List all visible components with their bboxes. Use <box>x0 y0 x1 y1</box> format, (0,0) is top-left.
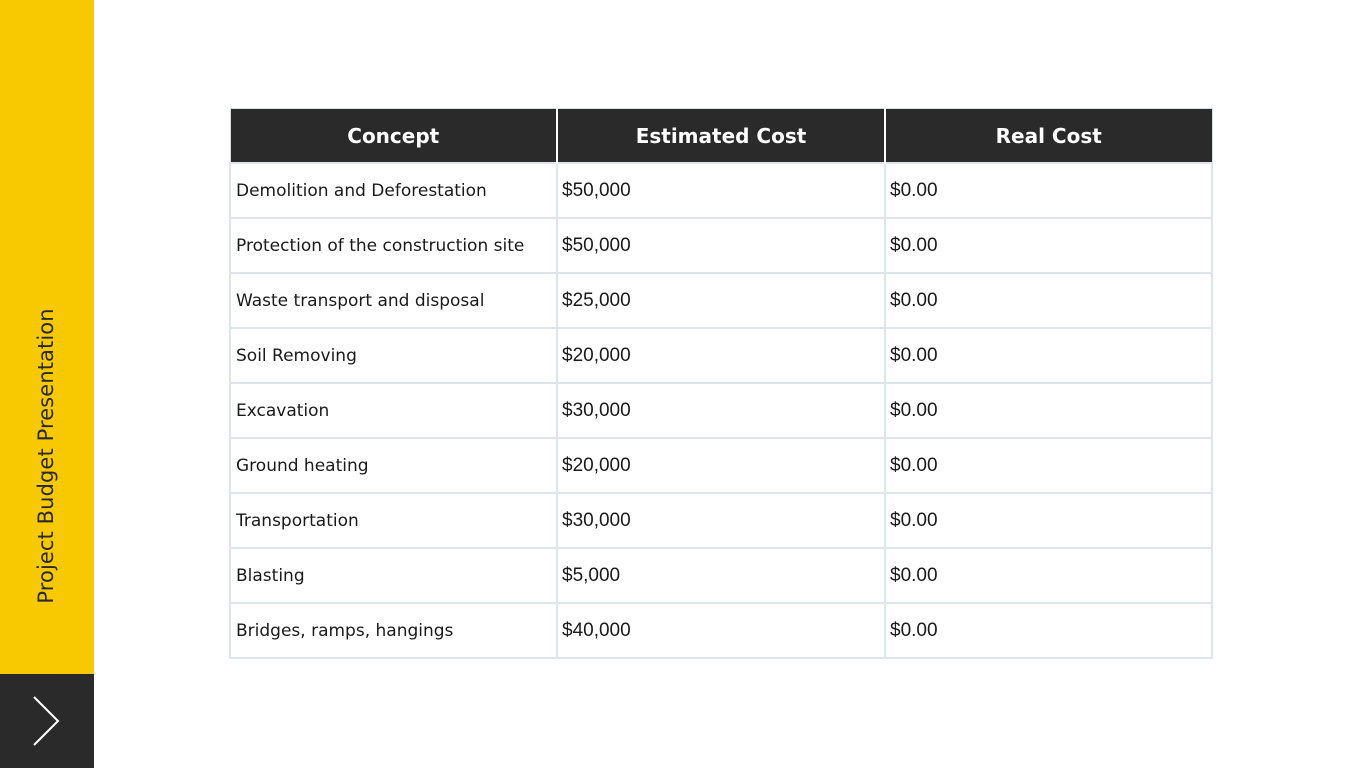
header-estimated-cost: Estimated Cost <box>557 109 885 164</box>
table-header-row <box>230 109 1212 164</box>
table-row <box>230 438 1212 493</box>
table-row <box>230 328 1212 383</box>
table-row <box>230 603 1212 658</box>
estimated-cost-cell: $20,000 <box>557 328 885 383</box>
concept-cell: Protection of the construction site <box>230 218 557 273</box>
concept-cell: Soil Removing <box>230 328 557 383</box>
concept-cell: Waste transport and disposal <box>230 273 557 328</box>
estimated-cost-cell: $30,000 <box>557 383 885 438</box>
real-cost-cell: $0.00 <box>885 218 1212 273</box>
table-row <box>230 163 1212 218</box>
real-cost-cell: $0.00 <box>885 438 1212 493</box>
concept-cell: Excavation <box>230 383 557 438</box>
next-slide-button[interactable] <box>0 674 94 768</box>
header-concept: Concept <box>230 109 557 164</box>
real-cost-cell: $0.00 <box>885 493 1212 548</box>
estimated-cost-cell: $50,000 <box>557 163 885 218</box>
estimated-cost-cell: $25,000 <box>557 273 885 328</box>
chevron-right-icon <box>28 694 64 748</box>
estimated-cost-cell: $20,000 <box>557 438 885 493</box>
table-row <box>230 273 1212 328</box>
budget-table <box>229 108 1213 659</box>
concept-cell: Transportation <box>230 493 557 548</box>
header-real-cost: Real Cost <box>885 109 1212 164</box>
real-cost-cell: $0.00 <box>885 163 1212 218</box>
estimated-cost-cell: $50,000 <box>557 218 885 273</box>
estimated-cost-cell: $40,000 <box>557 603 885 658</box>
estimated-cost-cell: $30,000 <box>557 493 885 548</box>
table-row <box>230 218 1212 273</box>
table-row <box>230 493 1212 548</box>
table-row <box>230 548 1212 603</box>
concept-cell: Blasting <box>230 548 557 603</box>
concept-cell: Ground heating <box>230 438 557 493</box>
concept-cell: Demolition and Deforestation <box>230 163 557 218</box>
estimated-cost-cell: $5,000 <box>557 548 885 603</box>
real-cost-cell: $0.00 <box>885 603 1212 658</box>
real-cost-cell: $0.00 <box>885 273 1212 328</box>
presentation-title: Project Budget Presentation <box>34 308 58 604</box>
real-cost-cell: $0.00 <box>885 548 1212 603</box>
concept-cell: Bridges, ramps, hangings <box>230 603 557 658</box>
sidebar <box>0 0 94 674</box>
table-row <box>230 383 1212 438</box>
real-cost-cell: $0.00 <box>885 383 1212 438</box>
real-cost-cell: $0.00 <box>885 328 1212 383</box>
